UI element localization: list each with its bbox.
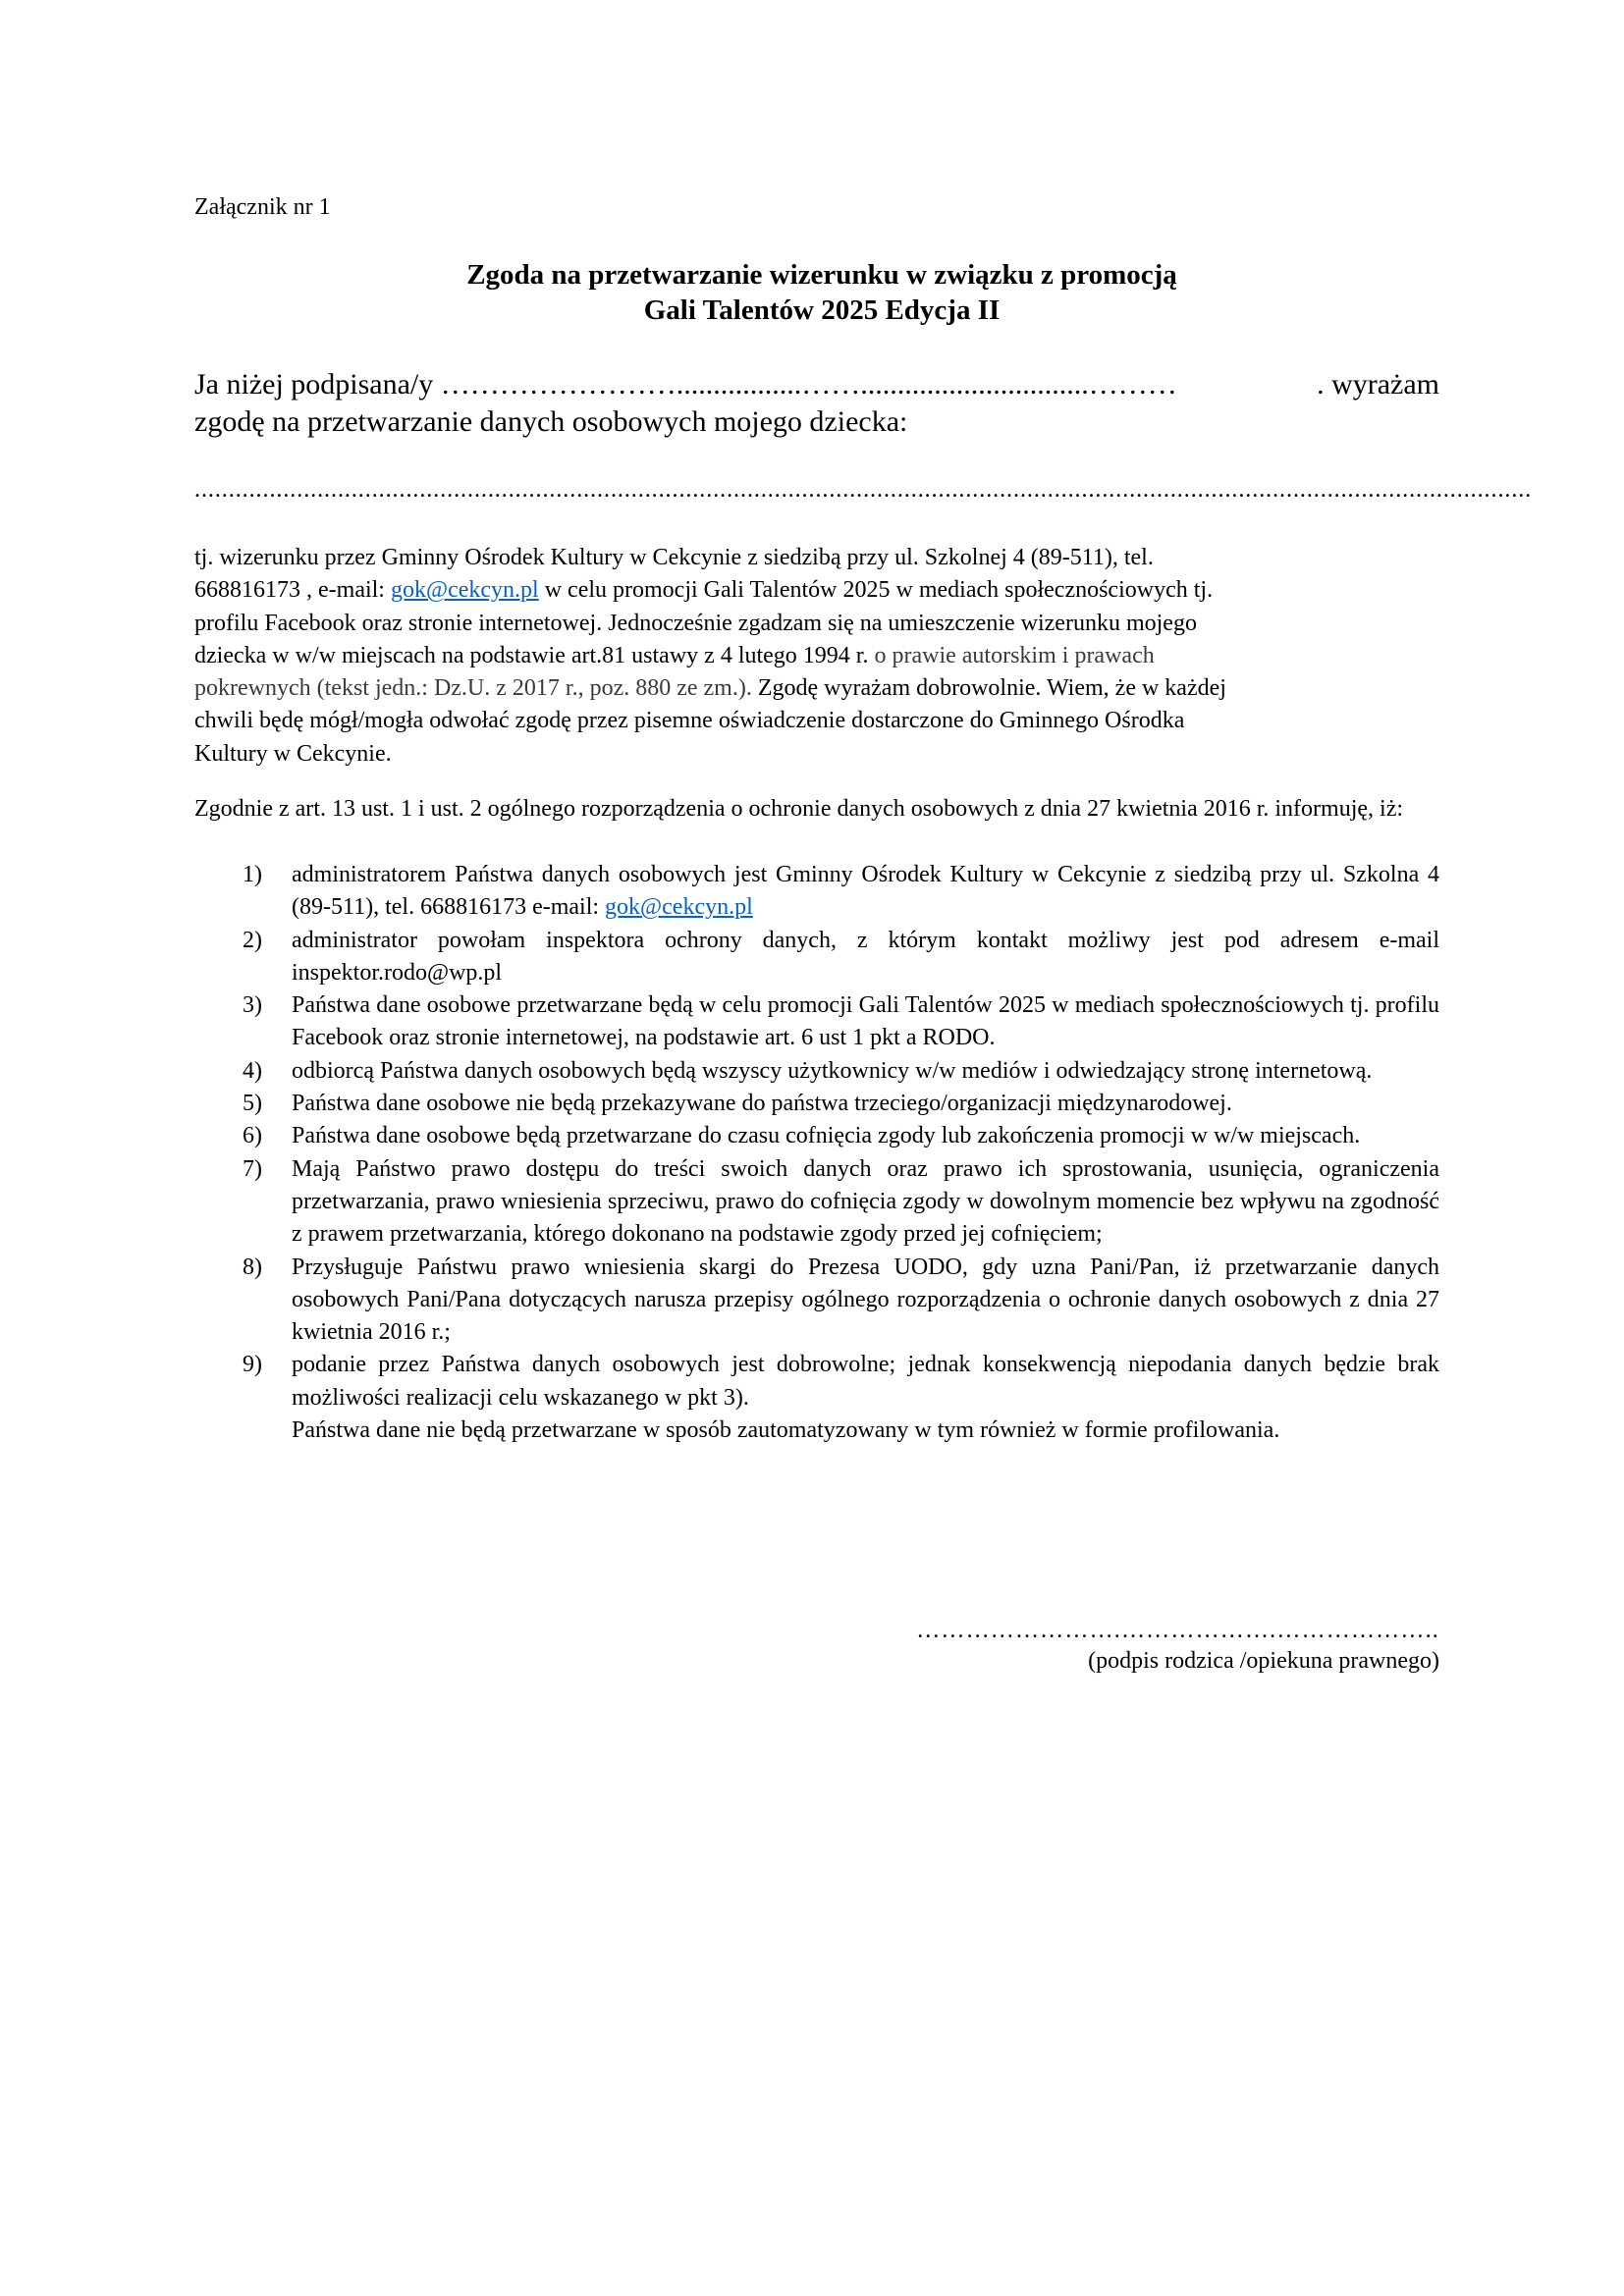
item-text: Przysługuje Państwu prawo wniesienia skargi do Prezesa UODO, gdy uzna Pani/Pan, iż przetwarzanie danych osobowych Pani/Pana dotyczących narusza przepisy ogólnego rozporządzenia o ochronie danych osobowych z dnia 27 kwietnia 2016 r.; [292,1254,1439,1346]
signature-caption: (podpis rodzica /opiekuna prawnego) [1088,1648,1439,1674]
email-link[interactable]: gok@cekcyn.pl [390,577,539,604]
declaration-line-2: zgodę na przetwarzanie danych osobowych mojego dziecka: [194,405,908,438]
document-title [194,257,1439,328]
consent-paragraph [194,542,1402,771]
consent-line: tj. wizerunku przez Gminny Ośrodek Kultury w Cekcynie z siedzibą przy ul. Szkolnej 4 (89-511), tel. [194,545,1154,570]
list-item [194,1120,1439,1152]
consent-line: 668816173 , e-mail: gok@cekcyn.pl w celu promocji Gali Talentów 2025 w mediach społecznościowych tj. [194,577,1214,604]
item-number: 5) [243,1091,262,1117]
gdpr-list [194,859,1439,1447]
item-text: administrator powołam inspektora ochrony danych, z którym kontakt możliwy jest pod adresem e-mail inspektor.rodo@wp.pl [292,927,1439,986]
item-text: Państwa dane osobowe nie będą przekazywane do państwa trzeciego/organizacji międzynarodowej. [292,1091,1232,1117]
consent-line: chwili będę mógł/mogła odwołać zgodę przez pisemne oświadczenie dostarczone do Gminnego Ośrodka [194,708,1185,734]
item-text: administratorem Państwa danych osobowych jest Gminny Ośrodek Kultury w Cekcynie z siedzibą przy ul. Szkolna 4 (89-511), tel. 668816173 e-mail: gok@cekcyn.pl [292,862,1439,921]
item-number: 4) [243,1057,262,1084]
item-number: 8) [243,1254,262,1280]
signer-name-field[interactable]: Ja niżej podpisana/y …………………….................……...............................……… [194,368,1177,400]
item-number: 7) [243,1155,262,1182]
list-item [194,1349,1439,1415]
list-item [194,925,1439,990]
item-number: 3) [243,992,262,1019]
item-text: Państwa dane osobowe przetwarzane będą w celu promocji Gali Talentów 2025 w mediach społecznościowych tj. profilu Facebook oraz stronie internetowej, na podstawie art. 6 ust 1 pkt a RODO. [292,992,1439,1051]
declaration [194,366,1439,441]
annex-label: Załącznik nr 1 [194,194,331,220]
signature-block [916,1616,1439,1677]
gdpr-closing: Państwa dane nie będą przetwarzane w sposób zautomatyzowany w tym również w formie profilowania. [292,1417,1280,1444]
list-item [194,859,1439,925]
child-name-field[interactable]: .................................................................................................................................................................................................... [194,477,1533,503]
item-number: 2) [243,927,262,953]
consent-line: Kultury w Cekcynie. [194,740,392,767]
item-number: 1) [243,862,262,887]
item-text: Państwa dane osobowe będą przetwarzane do czasu cofnięcia zgody lub zakończenia promocji w w/w miejscach. [292,1123,1361,1149]
consent-line: profilu Facebook oraz stronie internetowej. Jednocześnie zgadzam się na umieszczenie wizerunku mojego [194,610,1197,636]
list-item [194,1088,1439,1120]
consent-line: pokrewnych (tekst jedn.: Dz.U. z 2017 r., poz. 880 ze zm.). Zgodę wyrażam dobrowolnie. Wiem, że w każdej [194,675,1226,702]
item-number: 6) [243,1123,262,1149]
email-link[interactable]: gok@cekcyn.pl [605,894,753,921]
list-item [194,1153,1439,1252]
item-text: Mają Państwo prawo dostępu do treści swoich danych oraz prawo ich sprostowania, usunięcia, ograniczenia przetwarzania, prawo wniesienia sprzeciwu, prawo do cofnięcia zgody w dowolnym momencie bez wpływu na zgodność z prawem przetwarzania, którego dokonano na podstawie zgody przed jej cofnięciem; [292,1155,1439,1248]
list-item [194,989,1439,1055]
consent-line: dziecka w w/w miejscach na podstawie art.81 ustawy z 4 lutego 1994 r. o prawie autorskim i prawach [194,642,1155,668]
list-item [194,1055,1439,1088]
item-text: odbiorcą Państwa danych osobowych będą wszyscy użytkownicy w/w mediów i odwiedzający stronę internetową. [292,1057,1373,1084]
item-number: 9) [243,1352,262,1378]
declaration-verb: . wyrażam [1317,368,1439,400]
signature-field[interactable]: …………………….……………….……………….. [916,1618,1439,1643]
item-text: podanie przez Państwa danych osobowych jest dobrowolne; jednak konsekwencją niepodania danych będzie brak możliwości realizacji celu wskazanego w pkt 3). [292,1352,1439,1411]
declaration-line-1 [194,366,1439,403]
gdpr-intro: Zgodnie z art. 13 ust. 1 i ust. 2 ogólnego rozporządzenia o ochronie danych osobowych z dnia 27 kwietnia 2016 r. informuję, iż: [194,796,1404,822]
title-line-1: Zgoda na przetwarzanie wizerunku w związku z promocją [466,259,1177,291]
title-line-2: Gali Talentów 2025 Edycja II [643,294,1001,326]
list-item [194,1252,1439,1350]
